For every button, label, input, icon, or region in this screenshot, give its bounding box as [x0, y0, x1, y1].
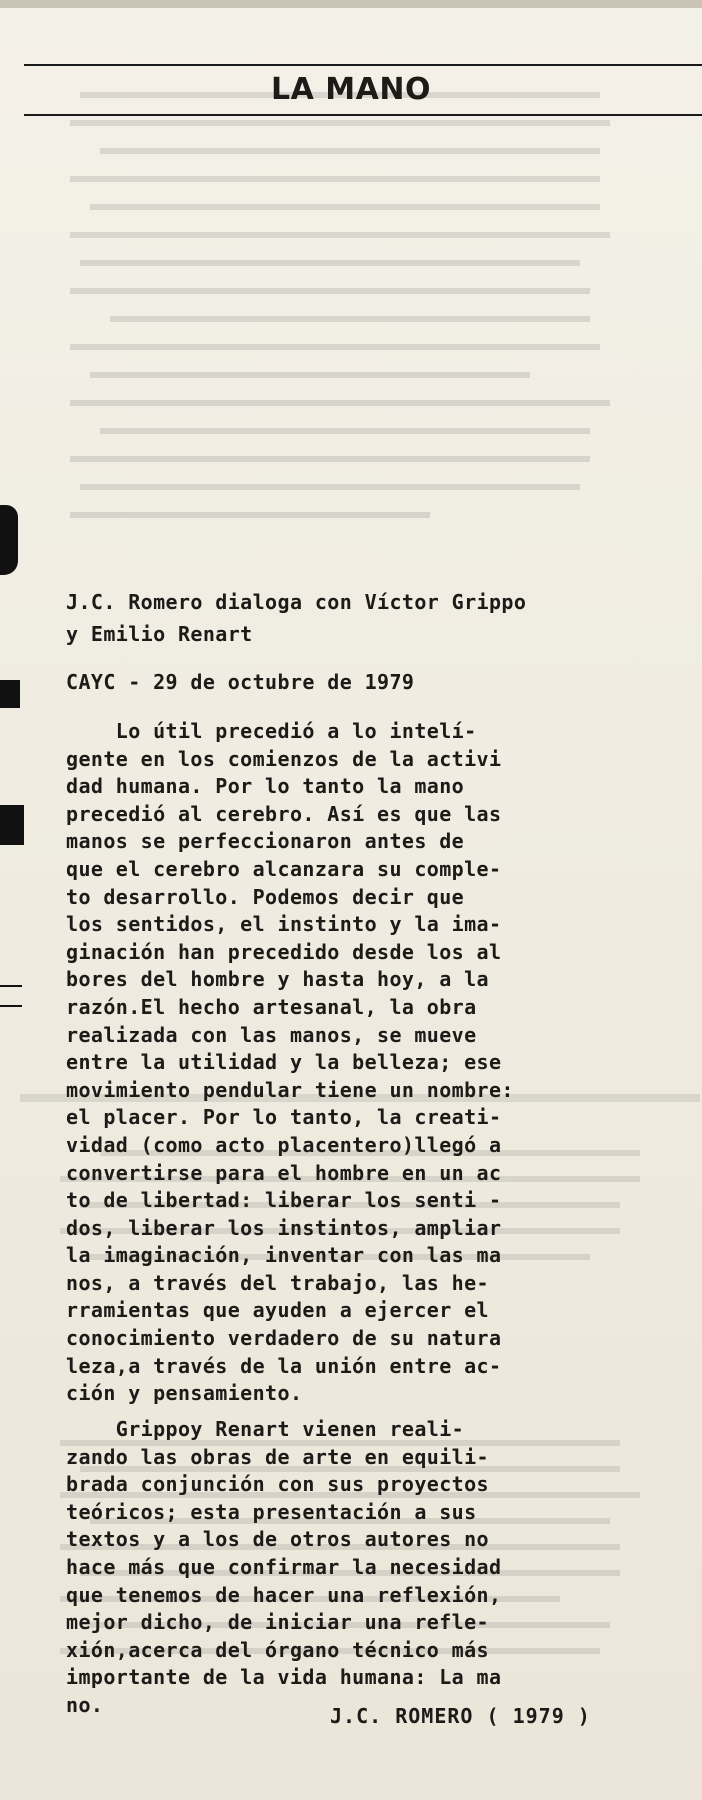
edge-ink-line-1: [0, 985, 22, 987]
body-line: leza,a través de la unión entre ac-: [66, 1353, 502, 1378]
body-line: que el cerebro alcanzara su comple-: [66, 856, 502, 881]
body-line: realizada con las manos, se mueve: [66, 1022, 477, 1047]
body-line: to desarrollo. Podemos decir que: [66, 884, 465, 909]
body-line: la imaginación, inventar con las ma: [66, 1243, 502, 1268]
dateline: CAYC - 29 de octubre de 1979: [66, 670, 415, 694]
byline-line-1: J.C. Romero dialoga con Víctor Grippo: [66, 590, 527, 614]
edge-ink-blot: [0, 505, 18, 575]
body-line: hace más que confirmar la necesidad: [66, 1554, 502, 1579]
signature: J.C. ROMERO ( 1979 ): [330, 1704, 591, 1728]
body-line: razón.El hecho artesanal, la obra: [66, 994, 477, 1019]
byline-line-2: y Emilio Renart: [66, 622, 253, 646]
body-line: mejor dicho, de iniciar una refle-: [66, 1610, 489, 1635]
body-line: precedió al cerebro. Así es que las: [66, 801, 502, 826]
body-line: to de libertad: liberar los senti -: [66, 1188, 502, 1213]
body-line: rramientas que ayuden a ejercer el: [66, 1298, 489, 1323]
header-top-rule: [24, 64, 702, 66]
body-line: teóricos; esta presentación a sus: [66, 1499, 477, 1524]
body-line: gente en los comienzos de la activi: [66, 746, 502, 771]
body-line: bores del hombre y hasta hoy, a la: [66, 967, 489, 992]
body-line: entre la utilidad y la belleza; ese: [66, 1050, 502, 1075]
body-line: convertirse para el hombre en un ac: [66, 1160, 502, 1185]
body-line: brada conjunción con sus proyectos: [66, 1472, 489, 1497]
body-line: vidad (como acto placentero)llegó a: [66, 1132, 502, 1157]
edge-ink-bar-2: [0, 805, 24, 845]
header-bottom-rule: [24, 114, 702, 116]
body-line: Grippoy Renart vienen reali-: [66, 1417, 465, 1441]
top-edge-strip: [0, 0, 702, 8]
edge-ink-bar-1: [0, 680, 20, 708]
body-line: zando las obras de arte en equili-: [66, 1444, 489, 1469]
body-line: manos se perfeccionaron antes de: [66, 829, 465, 854]
body-line: ginación han precedido desde los al: [66, 939, 502, 964]
body-line: los sentidos, el instinto y la ima-: [66, 912, 502, 937]
bleed-through-top: [70, 82, 630, 552]
body-line: no.: [66, 1692, 104, 1717]
body-line: Lo útil precedió a lo intelí-: [66, 719, 477, 743]
body-line: dos, liberar los instintos, ampliar: [66, 1215, 502, 1240]
edge-ink-line-2: [0, 1005, 22, 1007]
body-line: que tenemos de hacer una reflexión,: [66, 1582, 502, 1607]
body-line: ción y pensamiento.: [66, 1381, 303, 1406]
body-line: xión,acerca del órgano técnico más: [66, 1637, 489, 1662]
body-line: el placer. Por lo tanto, la creati-: [66, 1105, 502, 1130]
body-paragraph-2: [66, 1416, 680, 1720]
body-line: conocimiento verdadero de su natura: [66, 1326, 502, 1351]
body-paragraph-1: [66, 718, 680, 1408]
body-line: importante de la vida humana: La ma: [66, 1665, 502, 1690]
body-line: nos, a través del trabajo, las he-: [66, 1270, 489, 1295]
page-title: LA MANO: [271, 72, 431, 107]
body-line: movimiento pendular tiene un nombre:: [66, 1077, 514, 1102]
body-line: dad humana. Por lo tanto la mano: [66, 774, 465, 799]
body-line: textos y a los de otros autores no: [66, 1527, 489, 1552]
